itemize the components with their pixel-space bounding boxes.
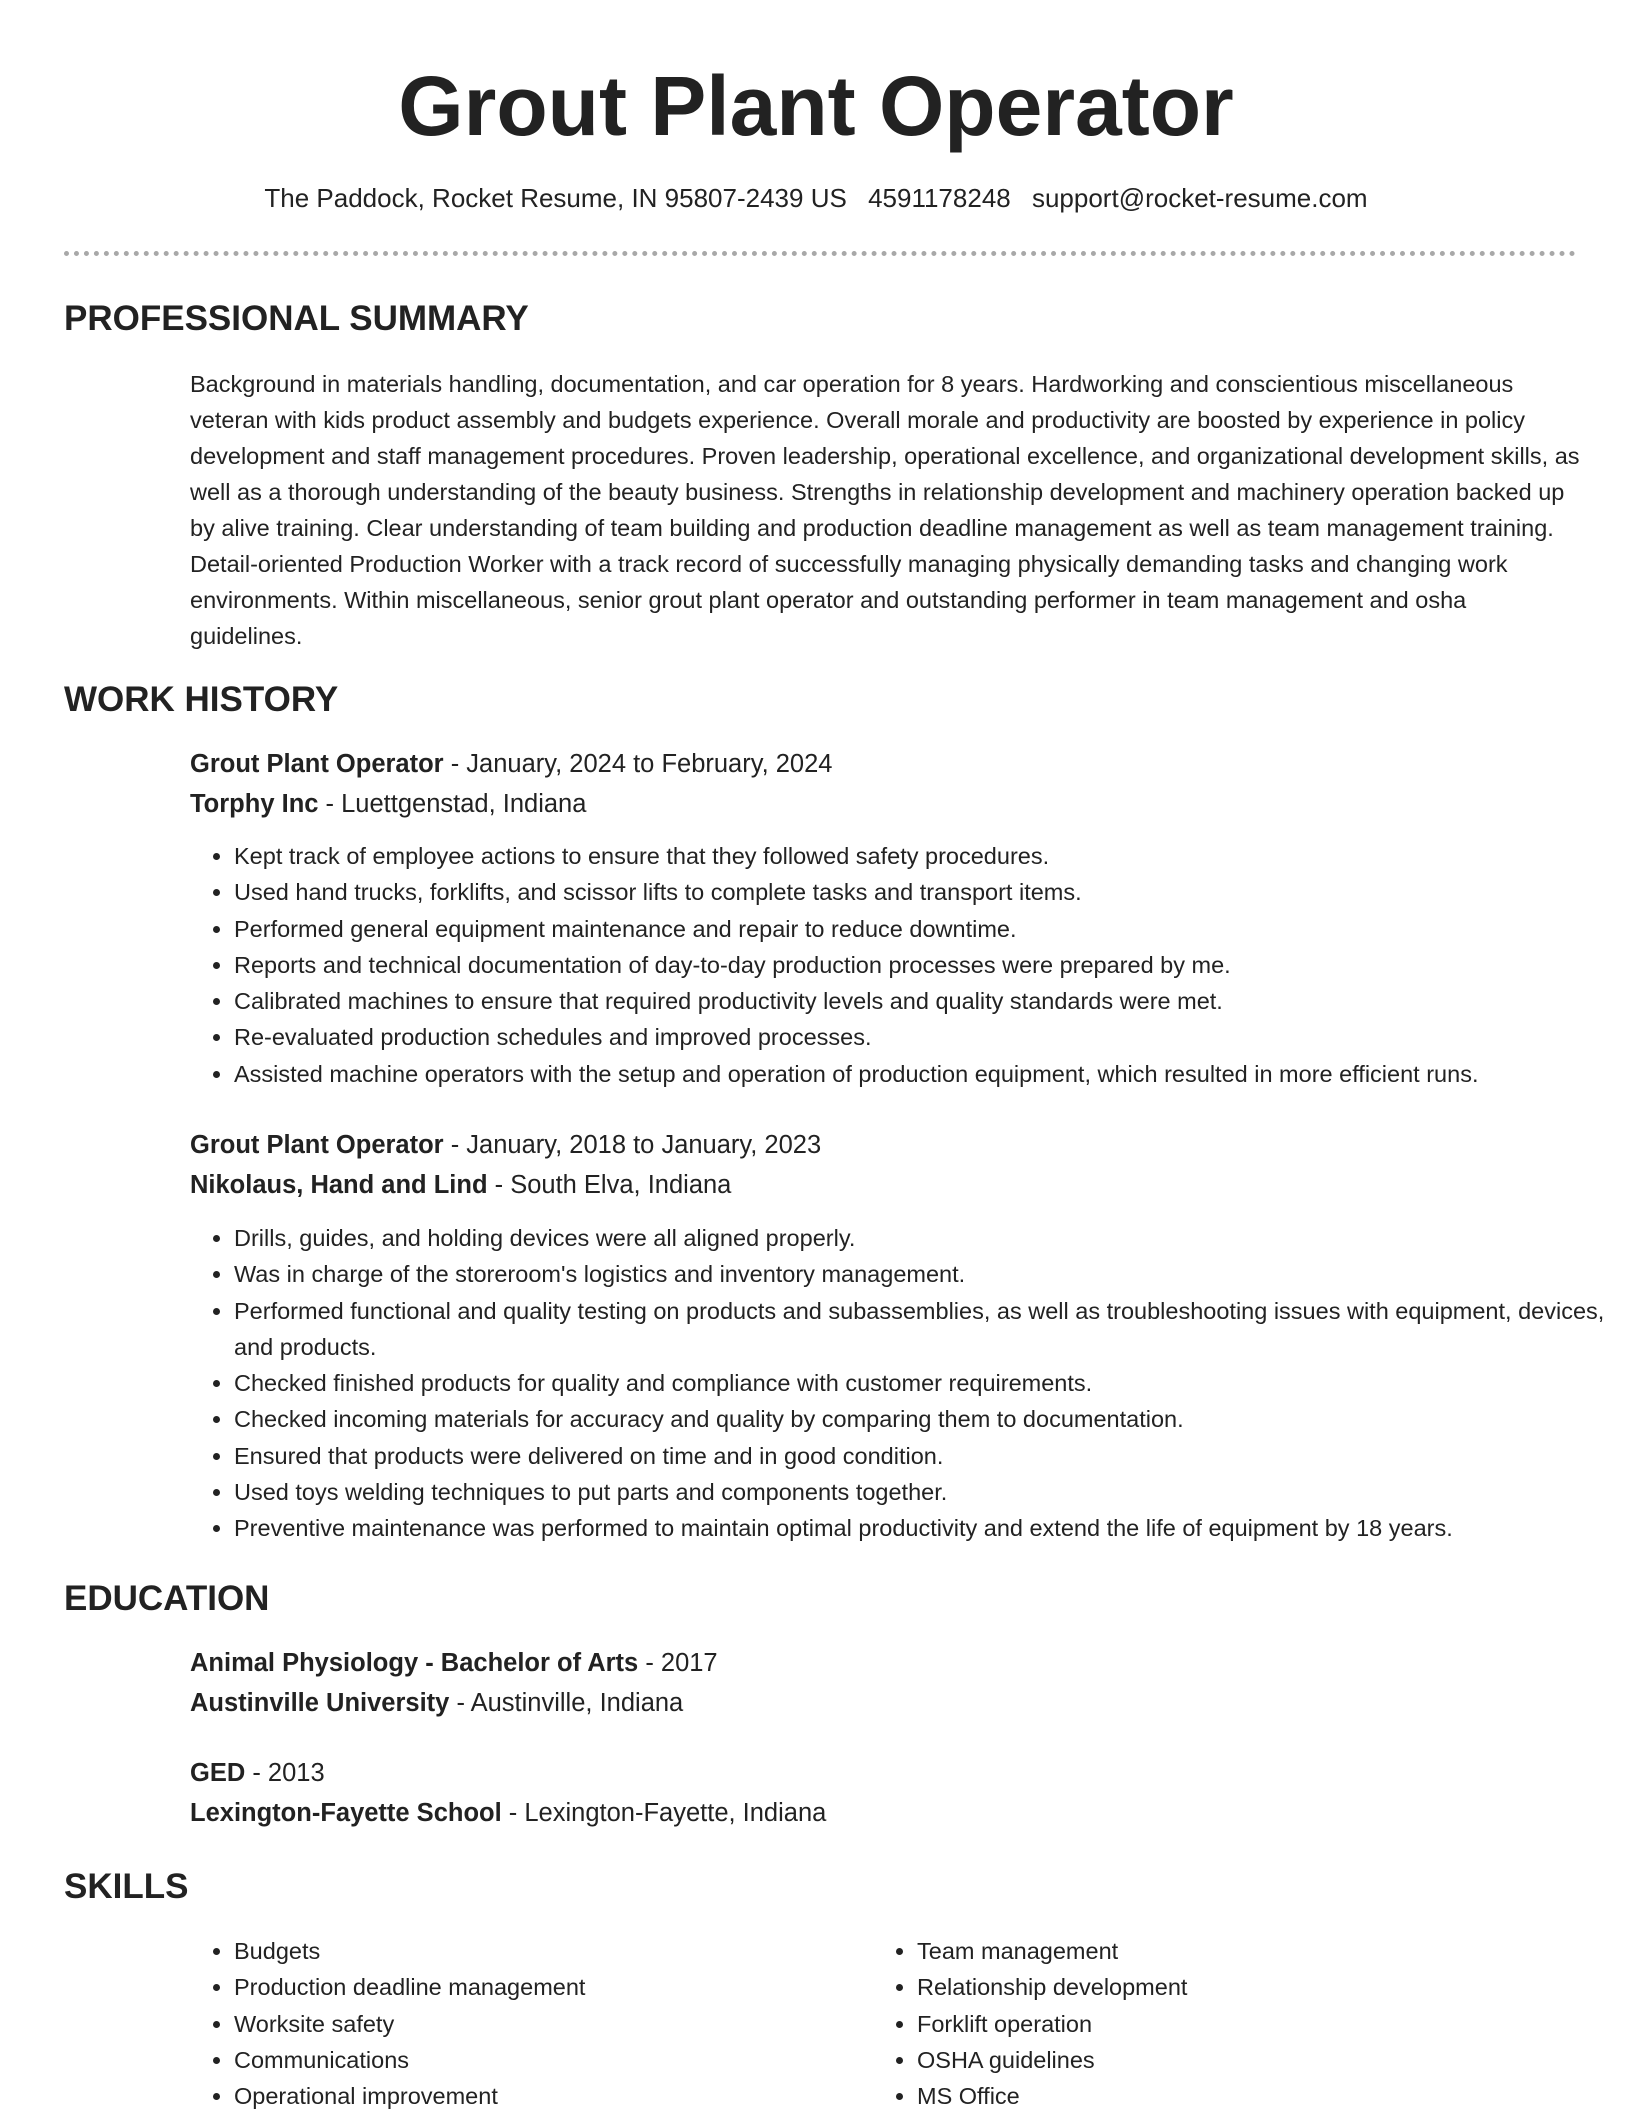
- list-item: • Team management: [917, 1933, 1517, 1969]
- list-item: • Calibrated machines to ensure that required productivity levels and quality standards were met.: [234, 983, 1632, 1019]
- list-item: • Forklift operation: [917, 2006, 1517, 2042]
- education-2-school-line: [190, 1795, 826, 1831]
- list-item: • Re-evaluated production schedules and improved processes.: [234, 1019, 1632, 1055]
- section-title-summary: PROFESSIONAL SUMMARY: [64, 299, 529, 338]
- candidate-name: Grout Plant Operator: [398, 59, 1234, 153]
- education-1-school-line: [190, 1685, 683, 1721]
- list-item: • Used hand trucks, forklifts, and scissor lifts to complete tasks and transport items.: [234, 874, 1632, 910]
- list-item: • Used toys welding techniques to put parts and components together.: [234, 1474, 1632, 1510]
- list-item: • Kept track of employee actions to ensure that they followed safety procedures.: [234, 838, 1632, 874]
- list-item: • Preventive maintenance was performed to maintain optimal productivity and extend the life of equipment by 18 years.: [234, 1510, 1632, 1546]
- job-1-role: Grout Plant Operator: [190, 750, 444, 778]
- contact-email: support@rocket-resume.com: [1031, 183, 1368, 213]
- list-item: • Performed general equipment maintenance and repair to reduce downtime.: [234, 911, 1632, 947]
- education-1-degree-line: [190, 1645, 718, 1681]
- section-title-skills: SKILLS: [64, 1867, 189, 1906]
- list-item: • Operational improvement: [234, 2078, 834, 2114]
- list-item: • Checked finished products for quality and compliance with customer requirements.: [234, 1365, 1632, 1401]
- list-item: • Ensured that products were delivered on time and in good condition.: [234, 1438, 1632, 1474]
- header-divider: [64, 251, 1576, 256]
- summary-text: Background in materials handling, documentation, and car operation for 8 years. Hardworking and conscientious miscellaneous veteran with kids product assembly and budgets experience. Overall morale and productivity are boosted by experience in policy development and staff management procedures. Proven leadership, operational excellence, and organizational development skills, as well as a thorough understanding of the beauty business. Strengths in relationship development and machinery operation backed up by alive training. Clear understanding of team building and production deadline management as well as team management training. Detail-oriented Production Worker with a track record of successfully managing physically demanding tasks and changing work environments. Within miscellaneous, senior grout plant operator and outstanding performer in team management and osha guidelines.: [190, 371, 1580, 649]
- job-1-title-line: [190, 746, 832, 782]
- job-1-company-line: [190, 786, 586, 822]
- job-1-duties: [190, 838, 1632, 1092]
- job-2-dates: - January, 2018 to January, 2023: [450, 1131, 822, 1159]
- job-1-dates: - January, 2024 to February, 2024: [450, 750, 833, 778]
- list-item: • Performed functional and quality testing on products and subassemblies, as well as troubleshooting issues with equipment, devices, and products.: [234, 1293, 1632, 1366]
- contact-line: [0, 180, 1632, 216]
- education-2-location: - Lexington-Fayette, Indiana: [508, 1799, 827, 1827]
- contact-address: The Paddock, Rocket Resume, IN 95807-2439 US: [264, 183, 847, 213]
- job-2-location: - South Elva, Indiana: [494, 1171, 732, 1199]
- list-item: • Assisted machine operators with the setup and operation of production equipment, which resulted in more efficient runs.: [234, 1056, 1632, 1092]
- education-2-degree-line: [190, 1755, 325, 1791]
- job-1-location: - Luettgenstad, Indiana: [325, 790, 587, 818]
- education-1-year: - 2017: [645, 1649, 718, 1677]
- list-item: • Checked incoming materials for accuracy and quality by comparing them to documentation.: [234, 1401, 1632, 1437]
- list-item: • Was in charge of the storeroom's logistics and inventory management.: [234, 1256, 1632, 1292]
- education-1-school: Austinville University: [190, 1689, 450, 1717]
- list-item: • MS Office: [917, 2078, 1517, 2114]
- job-2-company: Nikolaus, Hand and Lind: [190, 1171, 488, 1199]
- job-1-company: Torphy Inc: [190, 790, 319, 818]
- list-item: • Drills, guides, and holding devices were all aligned properly.: [234, 1220, 1632, 1256]
- section-title-education: EDUCATION: [64, 1579, 270, 1618]
- job-2-duties: [190, 1220, 1632, 1547]
- list-item: • Production deadline management: [234, 1969, 834, 2005]
- skills-list-right: [873, 1933, 1517, 2114]
- job-2-title-line: [190, 1127, 821, 1163]
- education-2-degree: GED: [190, 1759, 246, 1787]
- education-1-degree: Animal Physiology - Bachelor of Arts: [190, 1649, 639, 1677]
- job-2-role: Grout Plant Operator: [190, 1131, 444, 1159]
- list-item: • Worksite safety: [234, 2006, 834, 2042]
- contact-phone: 4591178248: [868, 183, 1011, 213]
- list-item: • Communications: [234, 2042, 834, 2078]
- list-item: • Reports and technical documentation of day-to-day production processes were prepared by me.: [234, 947, 1632, 983]
- education-2-year: - 2013: [252, 1759, 325, 1787]
- education-2-school: Lexington-Fayette School: [190, 1799, 502, 1827]
- education-1-location: - Austinville, Indiana: [456, 1689, 684, 1717]
- job-2-company-line: [190, 1167, 731, 1203]
- section-title-work-history: WORK HISTORY: [64, 680, 339, 719]
- list-item: • Relationship development: [917, 1969, 1517, 2005]
- skills-list-left: [190, 1933, 834, 2114]
- list-item: • Budgets: [234, 1933, 834, 1969]
- list-item: • OSHA guidelines: [917, 2042, 1517, 2078]
